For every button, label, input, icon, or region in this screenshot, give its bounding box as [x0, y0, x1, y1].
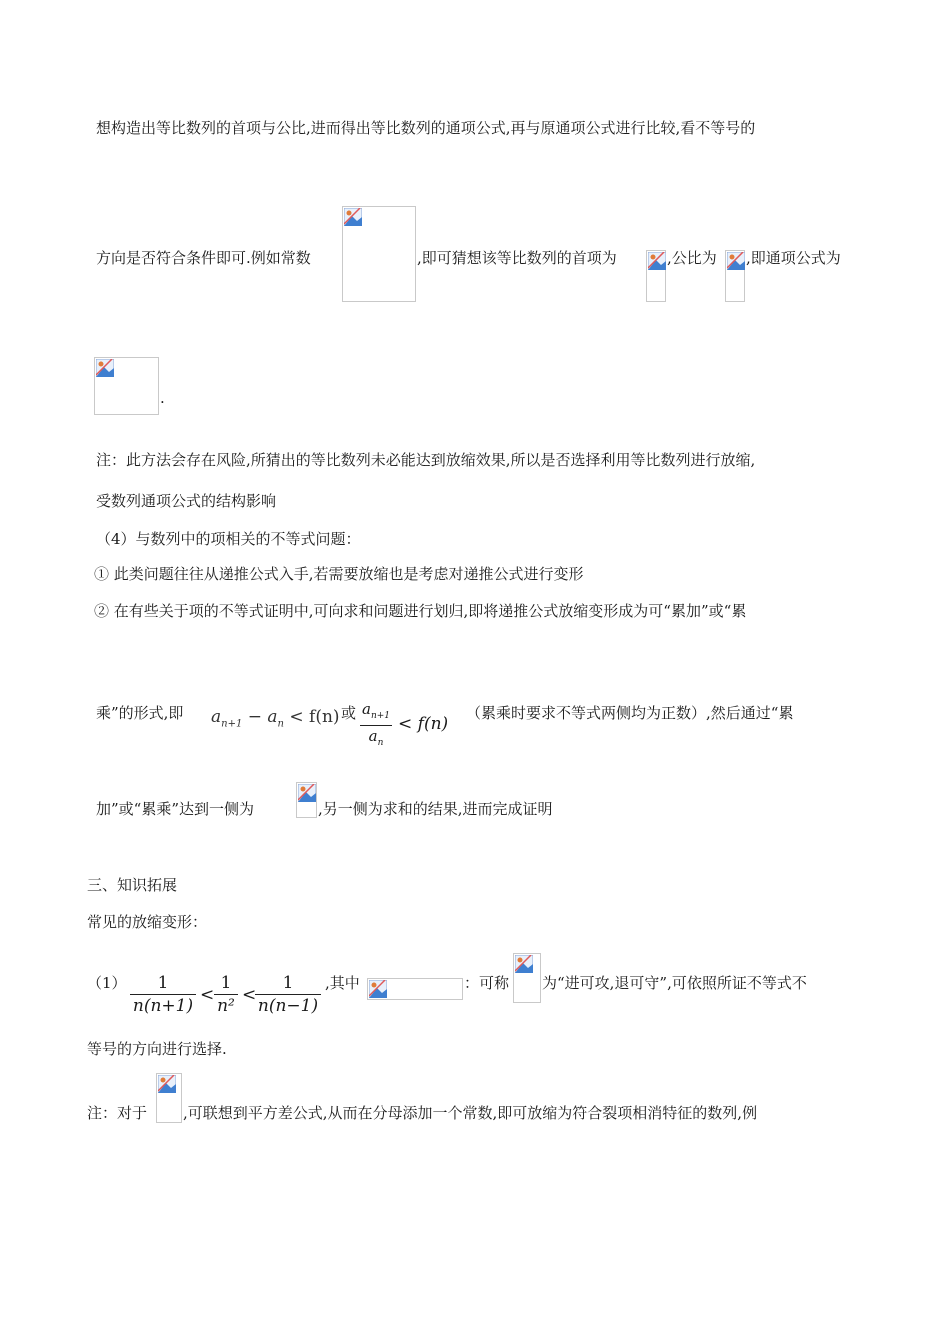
text-line: 常见的放缩变形： — [87, 913, 208, 931]
text-line: 方向是否符合条件即可.例如常数 — [96, 249, 311, 267]
broken-image-term — [156, 1073, 182, 1123]
broken-image-constant — [342, 206, 416, 302]
text-line: . — [160, 389, 165, 407]
broken-image-first-term — [646, 250, 666, 302]
broken-image-condition — [367, 978, 463, 1000]
list-item: ② 在有些关于项的不等式证明中,可向求和问题进行划归,即将递推公式放缩变形成为可“累加”或“累 — [94, 602, 747, 620]
broken-image-icon — [648, 252, 666, 270]
broken-image-middle-term — [513, 953, 541, 1003]
text-line: 想构造出等比数列的首项与公比,进而得出等比数列的通项公式,再与原通项公式进行比较,看不等号的 — [96, 119, 756, 137]
broken-image-icon — [158, 1075, 176, 1093]
fraction-2: 1 n² — [214, 972, 238, 1017]
text-line: ,其中 — [325, 974, 360, 992]
text-line: 为“进可攻,退可守”,可依照所证不等式不 — [542, 974, 807, 992]
text-line: 乘”的形式,即 — [96, 704, 184, 722]
note-line: 注：此方法会存在风险,所猜出的等比数列未必能达到放缩效果,所以是否选择利用等比数列进行放缩, — [96, 451, 756, 469]
inequality-rel: < f(n) — [398, 714, 449, 734]
text-line: ,即通项公式为 — [746, 249, 841, 267]
section-heading: 三、知识拓展 — [87, 876, 178, 894]
broken-image-constant-side — [296, 782, 317, 818]
broken-image-icon — [96, 359, 114, 377]
fraction-1: 1 n(n+1) — [130, 972, 196, 1017]
note-line: 注：对于 — [87, 1104, 148, 1122]
text-line: （累乘时要求不等式两侧均为正数）,然后通过“累 — [466, 704, 794, 722]
text-line: ,即可猜想该等比数列的首项为 — [417, 249, 617, 267]
broken-image-icon — [515, 955, 533, 973]
note-line: 受数列通项公式的结构影响 — [96, 492, 277, 510]
item-label: （1） — [87, 974, 127, 992]
note-line: ,可联想到平方差公式,从而在分母添加一个常数,即可放缩为符合裂项相消特征的数列,例 — [183, 1104, 758, 1122]
broken-image-general-term — [94, 357, 159, 415]
broken-image-icon — [298, 784, 316, 802]
text-line: ,公比为 — [667, 249, 717, 267]
less-than: < — [200, 985, 215, 1005]
broken-image-ratio — [725, 250, 745, 302]
item-heading: （4）与数列中的项相关的不等式问题： — [96, 530, 361, 548]
text-line: 加”或“累乘”达到一侧为 — [96, 800, 255, 818]
text-line: 或 — [341, 704, 357, 722]
text-line: 等号的方向进行选择. — [87, 1040, 227, 1058]
text-line: ,另一侧为求和的结果,进而完成证明 — [318, 800, 553, 818]
fraction-3: 1 n(n−1) — [255, 972, 321, 1017]
less-than: < — [242, 985, 257, 1005]
broken-image-icon — [369, 980, 387, 998]
inequality-sum: $a_{n+1} - a_n < f(n)$ — [211, 707, 340, 730]
broken-image-icon — [727, 252, 745, 270]
list-item: ① 此类问题往往从递推公式入手,若需要放缩也是考虑对递推公式进行变形 — [94, 565, 584, 583]
broken-image-icon — [344, 208, 362, 226]
text-line: ：可称 — [464, 974, 510, 992]
fraction-ratio: $a_{n+1}$ $a_n$ — [362, 700, 391, 748]
